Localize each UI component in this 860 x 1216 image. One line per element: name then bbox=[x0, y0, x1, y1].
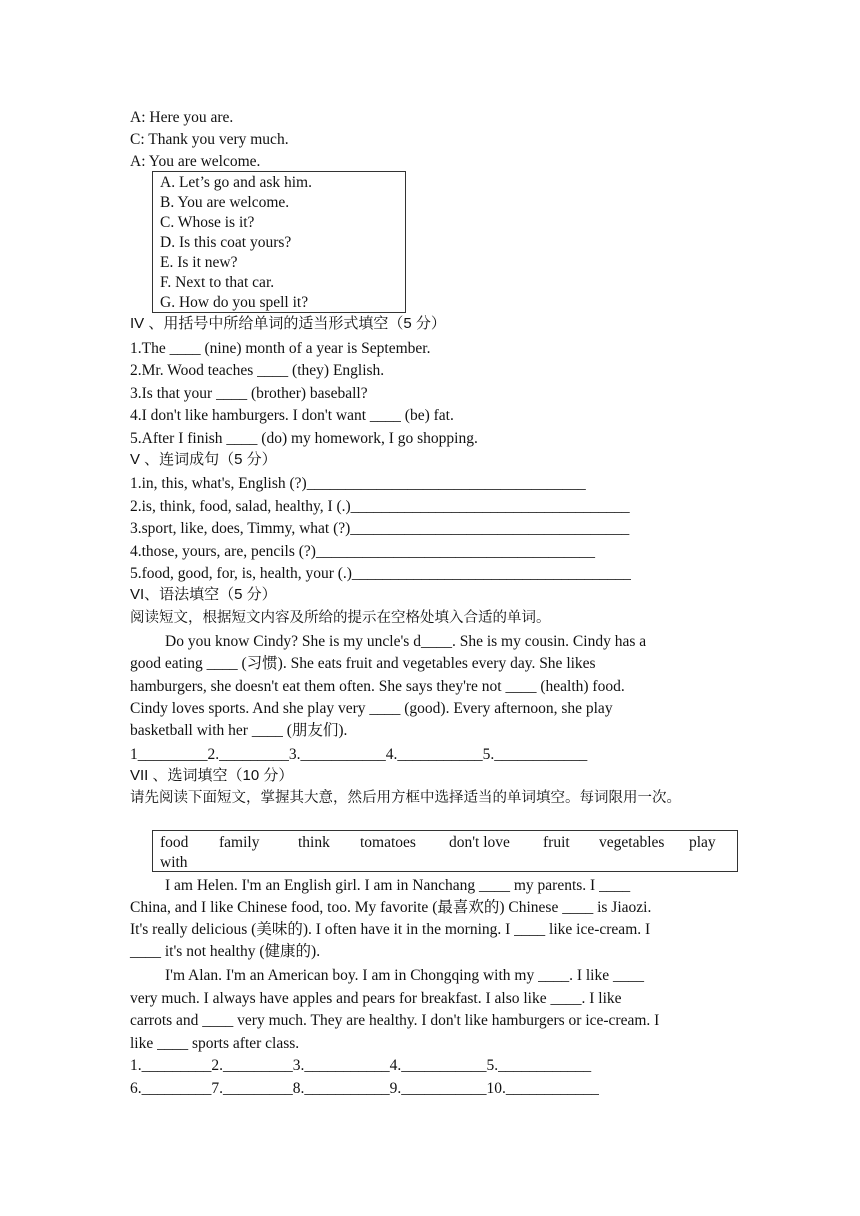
section-6-passage-line: hamburgers, she doesn't eat them often. She says they're not ____ (health) food. bbox=[130, 678, 625, 695]
option-b: B. You are welcome. bbox=[160, 194, 290, 211]
dialogue-line: A: Here you are. bbox=[130, 109, 234, 126]
section-6-instruction: 阅读短文，根据短文内容及所给的提示在空格处填入合适的单词。 bbox=[130, 610, 551, 626]
section-7-passage-2-line: carrots and ____ very much. They are healthy. I don't like hamburgers or ice-cream. I bbox=[130, 1012, 660, 1029]
section-4-item: 2.Mr. Wood teaches ____ (they) English. bbox=[130, 362, 385, 379]
word-bank-item: don't love bbox=[449, 834, 510, 851]
dialogue-line: C: Thank you very much. bbox=[130, 131, 289, 148]
section-7-answers-row-1: 1._________2._________3.___________4.___________5.____________ bbox=[130, 1057, 592, 1074]
section-7-passage-1-line: ____ it's not healthy (健康的). bbox=[130, 943, 321, 960]
section-5-title: V 、连词成句（5 分） bbox=[130, 451, 277, 468]
option-c: C. Whose is it? bbox=[160, 214, 255, 231]
section-5-item: 5.food, good, for, is, health, your (.)____________________________________ bbox=[130, 565, 631, 582]
section-6-title: VI、语法填空（5 分） bbox=[130, 586, 277, 603]
section-5-item: 4.those, yours, are, pencils (?)____________________________________ bbox=[130, 543, 595, 560]
section-6-passage-line: good eating ____ (习惯). She eats fruit and vegetables every day. She likes bbox=[130, 655, 596, 672]
section-6-answers: 1_________2._________3.___________4.___________5.____________ bbox=[130, 746, 588, 763]
section-4-title: IV 、用括号中所给单词的适当形式填空（5 分） bbox=[130, 315, 446, 332]
section-4-item: 3.Is that your ____ (brother) baseball? bbox=[130, 385, 368, 402]
section-5-item: 3.sport, like, does, Timmy, what (?)____________________________________ bbox=[130, 520, 630, 537]
word-bank-item: food bbox=[160, 834, 189, 851]
dialogue-line: A: You are welcome. bbox=[130, 153, 261, 170]
word-bank-item: family bbox=[219, 834, 260, 851]
section-7-instruction: 请先阅读下面短文，掌握其大意，然后用方框中选择适当的单词填空。每词限用一次。 bbox=[130, 790, 681, 806]
section-4-item: 4.I don't like hamburgers. I don't want ____ (be) fat. bbox=[130, 407, 454, 424]
section-7-passage-1-line: China, and I like Chinese food, too. My favorite (最喜欢的) Chinese ____ is Jiaozi. bbox=[130, 899, 652, 916]
options-box bbox=[152, 171, 406, 313]
option-g: G. How do you spell it? bbox=[160, 294, 309, 311]
section-6-passage-line: Cindy loves sports. And she play very ____ (good). Every afternoon, she play bbox=[130, 700, 613, 717]
section-7-passage-2-line: very much. I always have apples and pears for breakfast. I also like ____. I like bbox=[130, 990, 622, 1007]
section-7-passage-2-line: I'm Alan. I'm an American boy. I am in Chongqing with my ____. I like ____ bbox=[165, 967, 644, 984]
section-6-passage-line: Do you know Cindy? She is my uncle's d____. She is my cousin. Cindy has a bbox=[165, 633, 647, 650]
section-4-item: 5.After I finish ____ (do) my homework, I go shopping. bbox=[130, 430, 478, 447]
option-d: D. Is this coat yours? bbox=[160, 234, 292, 251]
word-bank-item: fruit bbox=[543, 834, 570, 851]
option-f: F. Next to that car. bbox=[160, 274, 275, 291]
section-5-item: 1.in, this, what's, English (?)____________________________________ bbox=[130, 475, 586, 492]
option-e: E. Is it new? bbox=[160, 254, 238, 271]
word-bank-item: with bbox=[160, 854, 188, 871]
word-bank-item: vegetables bbox=[599, 834, 665, 851]
section-7-passage-1-line: It's really delicious (美味的). I often have it in the morning. I ____ like ice-cream. I bbox=[130, 921, 651, 938]
word-bank-box bbox=[152, 830, 738, 872]
word-bank-item: play bbox=[689, 834, 716, 851]
word-bank-item: think bbox=[298, 834, 330, 851]
word-bank-item: tomatoes bbox=[360, 834, 416, 851]
section-6-passage-line: basketball with her ____ (朋友们). bbox=[130, 722, 348, 739]
section-7-title: VII 、选词填空（10 分） bbox=[130, 767, 294, 784]
section-7-passage-2-line: like ____ sports after class. bbox=[130, 1035, 300, 1052]
section-7-passage-1-line: I am Helen. I'm an English girl. I am in Nanchang ____ my parents. I ____ bbox=[165, 877, 631, 894]
section-4-item: 1.The ____ (nine) month of a year is September. bbox=[130, 340, 431, 357]
section-7-answers-row-2: 6._________7._________8.___________9.___________10.____________ bbox=[130, 1080, 599, 1097]
section-5-item: 2.is, think, food, salad, healthy, I (.)____________________________________ bbox=[130, 498, 630, 515]
option-a: A. Let’s go and ask him. bbox=[160, 174, 312, 191]
